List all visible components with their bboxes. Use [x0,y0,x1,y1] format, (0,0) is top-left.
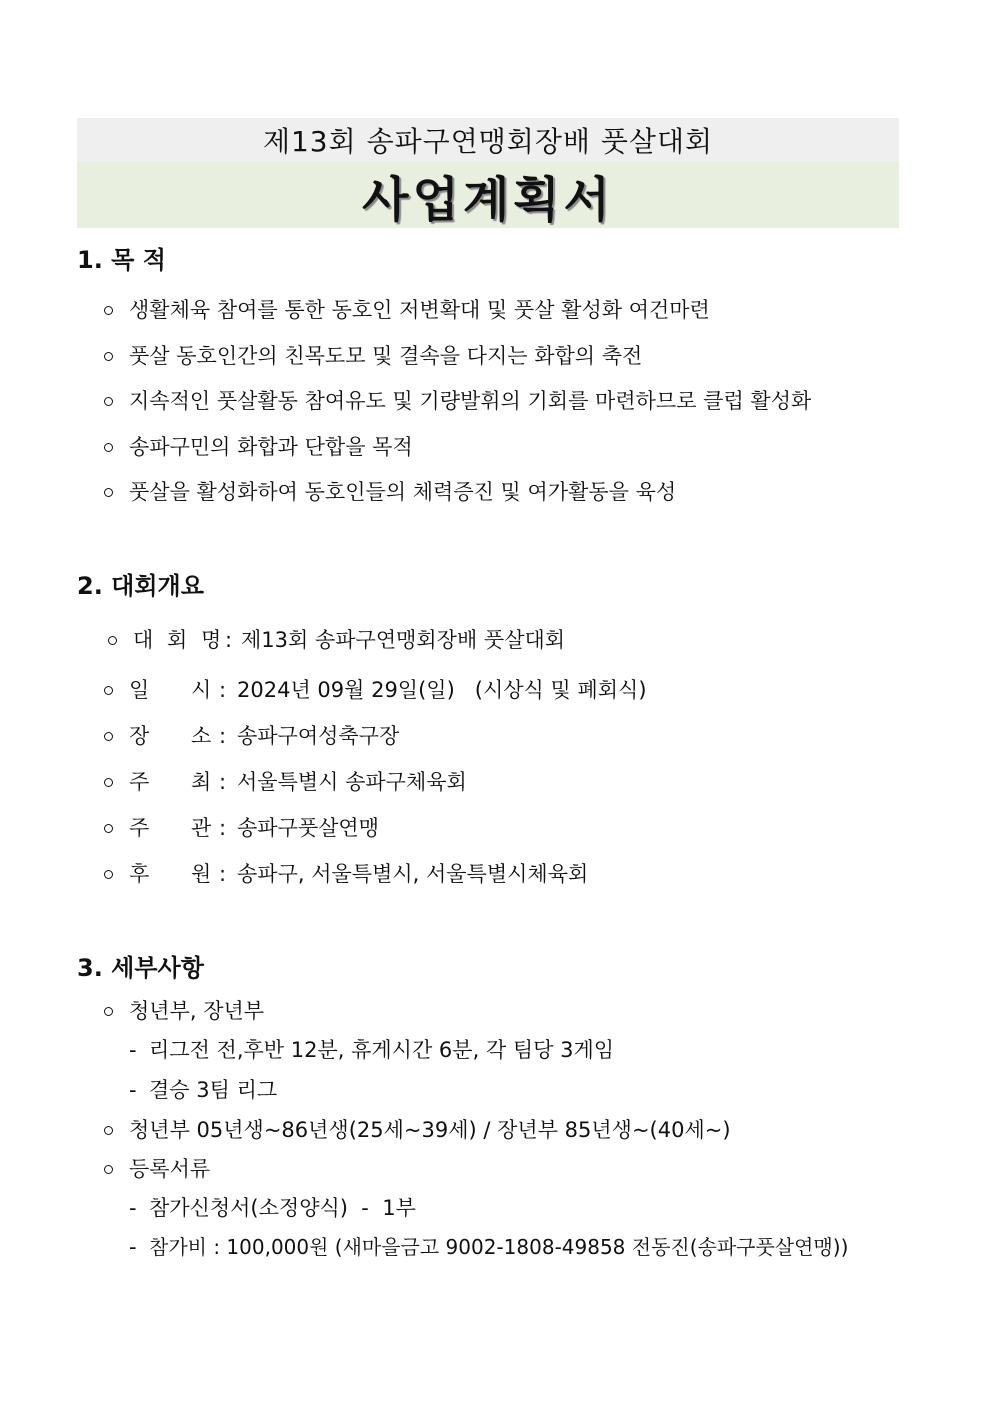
circle-bullet-icon [104,397,113,406]
circle-bullet-icon [104,1126,113,1135]
section-title: 3. 세부사항 [77,954,204,982]
circle-bullet-icon [104,443,113,452]
dash-marker: - [129,1235,137,1259]
event-subtitle: 제13회 송파구연맹회장배 풋살대회 [77,118,899,162]
dash-marker: - [129,1038,137,1062]
circle-bullet-icon [104,870,113,879]
circle-bullet-icon [104,778,113,787]
section-details [77,953,927,983]
circle-bullet-icon [104,1007,113,1016]
section-title: 2. 대회개요 [77,572,204,600]
section-title: 1. 목 적 [77,246,166,274]
dash-marker: - [129,1078,137,1102]
dash-marker: - [129,1196,137,1220]
circle-bullet-icon [104,488,113,497]
circle-bullet-icon [104,1165,113,1174]
circle-bullet-icon [104,352,113,361]
section-purpose [77,245,927,275]
circle-bullet-icon [104,732,113,741]
circle-bullet-icon [108,636,117,645]
section-overview [77,571,927,601]
circle-bullet-icon [104,306,113,315]
document-page: 제13회 송파구연맹회장배 풋살대회 사업계획서 1. 목 적 생활체육 참여를 통한 동호인 저변확대 및 풋살 활성화 여건마련 풋살 동호인간의 친목도모 및 결속을 다지는 화합의 축전 지속적인 풋살활동 참여유도 및 기량발휘의 기회를 마련하므로 클럽 활성화 송파구민의 화합과 단합을 목적 풋살을 활성화하여 동호인들의 체력증진 및 여가활동을 육성 2. 대회개요 대 회 명 : 제13회 송파구연맹회장배 풋살대회 일 시 : 2024년 09월 29일(일) (시상식 및 폐회식) 장 소 : 송파구여성축구장 주 최 : 서울특별시 송파구체육회 주 관 : 송파구풋살연맹 후 원 : 송파구, 서울특별시, 서울특별시체육회 3. 세부사항 청년부, 장년부 - 리그전 전,후반 12분, 휴게시간 6분, 각 팀당 3게임 - 결승 3팀 리그 청년부 05년생~86년생(25세~39세) / 장년부 85년생~(40세~) 등록서류 - 참가신청서(소정양식) - 1부 - 참가비 : 100,000원 (새마을금고 9002-1808-49858 전동진(송파구풋살연맹)) [0,0,992,1403]
circle-bullet-icon [104,824,113,833]
title-header [77,118,899,228]
document-title: 사업계획서 [77,162,899,228]
circle-bullet-icon [104,686,113,695]
